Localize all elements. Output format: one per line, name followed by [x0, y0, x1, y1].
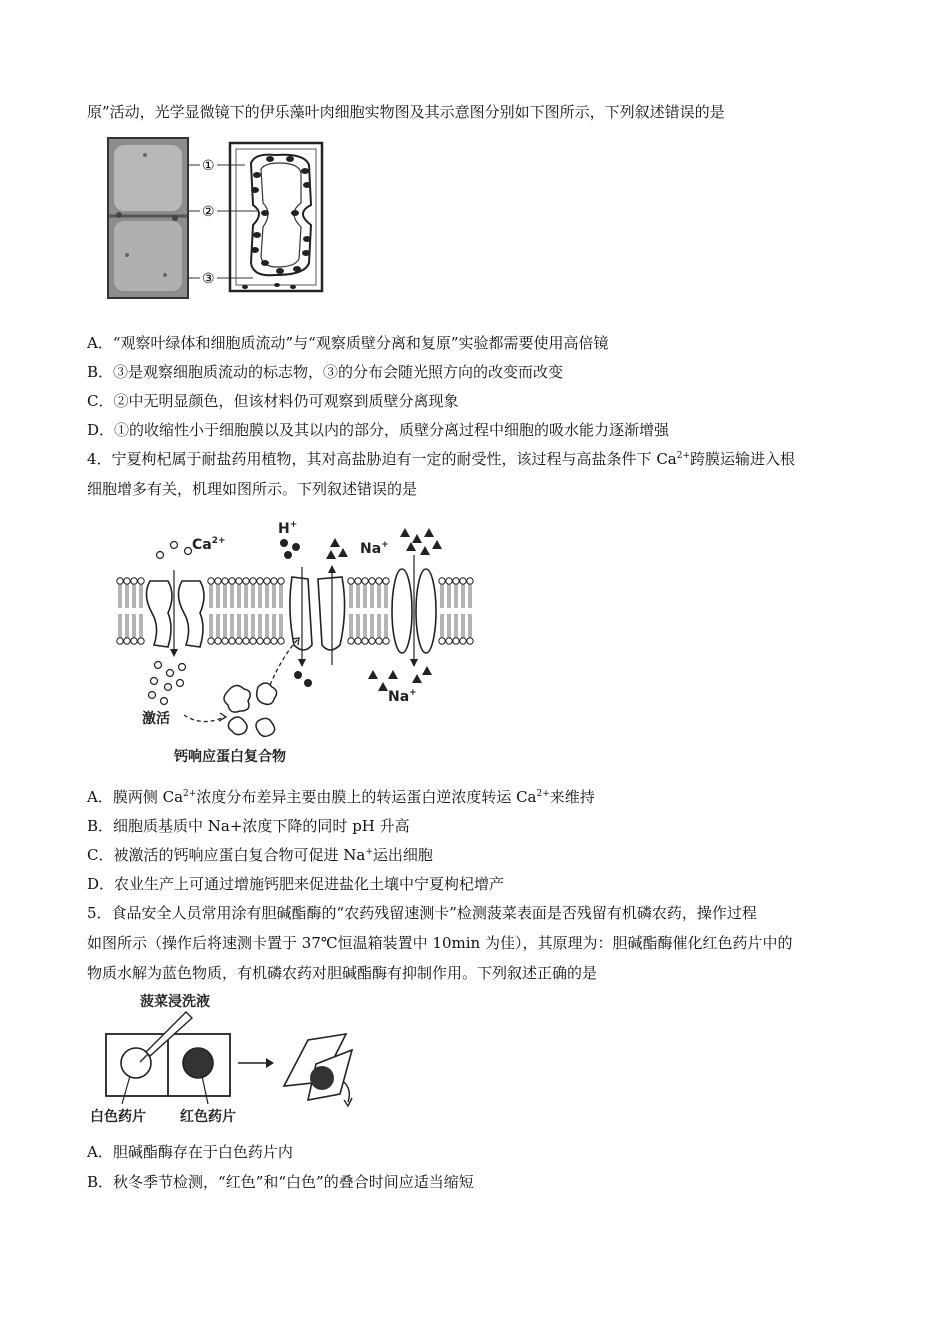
lipid-tail: [462, 584, 464, 608]
lipid-tail: [133, 584, 135, 608]
lipid-tail: [210, 614, 212, 638]
activate-label: 激活: [142, 711, 170, 727]
lipid-tail: [273, 584, 275, 608]
spinach-wash-label: 菠菜浸洗液: [140, 994, 210, 1010]
q3-option-d: D．①的收缩性小于细胞膜以及其以内的部分，质壁分离过程中细胞的吸水能力逐渐增强: [87, 421, 670, 439]
lipid-head: [117, 638, 123, 644]
lipid-head: [229, 638, 235, 644]
lipid-head: [460, 638, 466, 644]
lipid-tail: [448, 584, 450, 608]
lipid-head: [369, 578, 375, 584]
q3-intro: 原”活动，光学显微镜下的伊乐藻叶肉细胞实物图及其示意图分别如下图所示，下列叙述错误的是: [87, 103, 725, 121]
q3-option-c: C．②中无明显颜色，但该材料仍可观察到质壁分离现象: [87, 392, 459, 410]
q5-stem-line1: 5．食品安全人员常用涂有胆碱酯酶的“农药残留速测卡”检测菠菜表面是否残留有机磷农药，操作过程: [87, 904, 757, 922]
lipid-head: [222, 578, 228, 584]
lipid-head: [439, 578, 445, 584]
lipid-tail: [350, 614, 352, 638]
marker-2: ②: [202, 204, 215, 220]
lipid-head: [257, 578, 263, 584]
lipid-head: [215, 638, 221, 644]
lipid-head: [369, 638, 375, 644]
q5-option-a: A．胆碱酯酶存在于白色药片内: [87, 1143, 293, 1161]
q4-option-d: D．农业生产上可通过增施钙肥来促进盐化土壤中宁夏枸杞增产: [87, 875, 505, 893]
lipid-tail: [238, 584, 240, 608]
q4-option-b: B．细胞质基质中 Na+浓度下降的同时 pH 升高: [87, 817, 410, 835]
lipid-tail: [455, 584, 457, 608]
q3-option-b: B．③是观察细胞质流动的标志物，③的分布会随光照方向的改变而改变: [87, 363, 564, 381]
marker-3: ③: [202, 271, 215, 287]
lipid-tail: [378, 614, 380, 638]
lipid-tail: [245, 614, 247, 638]
lipid-tail: [231, 614, 233, 638]
lipid-tail: [126, 584, 128, 608]
lipid-tail: [280, 614, 282, 638]
lipid-head: [229, 578, 235, 584]
lipid-head: [446, 578, 452, 584]
lipid-tail: [385, 584, 387, 608]
lipid-tail: [259, 614, 261, 638]
lipid-head: [257, 638, 263, 644]
lipid-head: [208, 638, 214, 644]
lipid-head: [355, 638, 361, 644]
lipid-tail: [224, 614, 226, 638]
h-label: H+: [278, 520, 298, 537]
lipid-head: [446, 638, 452, 644]
lipid-head: [264, 638, 270, 644]
lipid-head: [271, 638, 277, 644]
q4-option-c: C．被激活的钙响应蛋白复合物可促进 Na+运出细胞: [87, 846, 433, 864]
lipid-tail: [455, 614, 457, 638]
lipid-head: [348, 578, 354, 584]
lipid-head: [362, 578, 368, 584]
lipid-head: [362, 638, 368, 644]
lipid-tail: [133, 614, 135, 638]
lipid-tail: [238, 614, 240, 638]
lipid-tail: [259, 584, 261, 608]
leaf-cell-figure: [105, 135, 330, 305]
leaf-cell-svg: [105, 135, 330, 305]
lipid-head: [250, 638, 256, 644]
lipid-tail: [350, 584, 352, 608]
lipid-head: [215, 578, 221, 584]
lipid-head: [453, 578, 459, 584]
lipid-head: [264, 578, 270, 584]
lipid-tail: [441, 614, 443, 638]
na-label-top: Na+: [360, 540, 389, 557]
q3-option-a: A．“观察叶绿体和细胞质流动”与“观察质壁分离和复原”实验都需要使用高倍镜: [87, 334, 609, 352]
q5-stem-line2: 如图所示（操作后将速测卡置于 37℃恒温箱装置中 10min 为佳），其原理为：胆碱酯酶催化红色药片中的: [87, 934, 793, 952]
lipid-tail: [266, 614, 268, 638]
lipid-tail: [448, 614, 450, 638]
lipid-tail: [119, 614, 121, 638]
lipid-tail: [140, 614, 142, 638]
lipid-tail: [469, 584, 471, 608]
lipid-tail: [280, 584, 282, 608]
lipid-tail: [217, 614, 219, 638]
lipid-tail: [119, 584, 121, 608]
lipid-tail: [462, 614, 464, 638]
lipid-tail: [224, 584, 226, 608]
lipid-tail: [364, 584, 366, 608]
test-card-svg: [90, 990, 370, 1130]
lipid-head: [236, 638, 242, 644]
lipid-head: [243, 638, 249, 644]
lipid-head: [383, 578, 389, 584]
lipid-head: [131, 578, 137, 584]
lipid-head: [355, 578, 361, 584]
lipid-tail: [385, 614, 387, 638]
lipid-tail: [252, 614, 254, 638]
lipid-head: [131, 638, 137, 644]
complex-label: 钙响应蛋白复合物: [174, 749, 286, 765]
lipid-tail: [210, 584, 212, 608]
lipid-head: [124, 578, 130, 584]
lipid-head: [250, 578, 256, 584]
lipid-tail: [140, 584, 142, 608]
membrane-svg: [112, 515, 482, 770]
lipid-tail: [357, 614, 359, 638]
test-card-figure: [90, 990, 370, 1130]
lipid-head: [138, 638, 144, 644]
lipid-tail: [252, 584, 254, 608]
lipid-head: [138, 578, 144, 584]
lipid-tail: [273, 614, 275, 638]
q4-stem-line1: 4．宁夏枸杞属于耐盐药用植物，其对高盐胁迫有一定的耐受性，该过程与高盐条件下 $Ca^{2+}$跨膜运输进入根: [87, 450, 796, 468]
ca-label: $Ca^{2+}$: [192, 536, 226, 553]
q4-option-a: A．膜两侧 $Ca^{2+}$浓度分布差异主要由膜上的转运蛋白逆浓度转运 $Ca^{2+}$来维持: [87, 788, 595, 806]
q4-stem-line2: 细胞增多有关，机理如图所示。下列叙述错误的是: [87, 480, 418, 498]
q5-option-b: B．秋冬季节检测，“红色”和“白色”的叠合时间应适当缩短: [87, 1173, 474, 1191]
lipid-tail: [245, 584, 247, 608]
lipid-tail: [371, 584, 373, 608]
lipid-tail: [231, 584, 233, 608]
lipid-head: [236, 578, 242, 584]
lipid-head: [117, 578, 123, 584]
lipid-tail: [378, 584, 380, 608]
lipid-tail: [126, 614, 128, 638]
membrane-transport-figure: [112, 515, 482, 770]
red-tablet-label: 红色药片: [180, 1109, 236, 1125]
lipid-head: [439, 638, 445, 644]
lipid-head: [278, 638, 284, 644]
q5-stem-line3: 物质水解为蓝色物质，有机磷农药对胆碱酯酶有抑制作用。下列叙述正确的是: [87, 964, 598, 982]
lipid-tail: [266, 584, 268, 608]
lipid-head: [278, 578, 284, 584]
lipid-tail: [364, 614, 366, 638]
lipid-head: [222, 638, 228, 644]
lipid-tail: [357, 584, 359, 608]
lipid-tail: [469, 614, 471, 638]
lipid-head: [208, 578, 214, 584]
lipid-head: [376, 578, 382, 584]
lipid-tail: [371, 614, 373, 638]
lipid-head: [243, 578, 249, 584]
lipid-head: [467, 638, 473, 644]
lipid-tail: [217, 584, 219, 608]
lipid-head: [271, 578, 277, 584]
lipid-head: [383, 638, 389, 644]
lipid-head: [348, 638, 354, 644]
marker-1: ①: [202, 158, 215, 174]
lipid-head: [453, 638, 459, 644]
white-tablet-label: 白色药片: [90, 1109, 146, 1125]
na-label-bottom: Na+: [388, 688, 417, 705]
lipid-head: [376, 638, 382, 644]
lipid-head: [460, 578, 466, 584]
lipid-tail: [441, 584, 443, 608]
lipid-head: [124, 638, 130, 644]
lipid-head: [467, 578, 473, 584]
